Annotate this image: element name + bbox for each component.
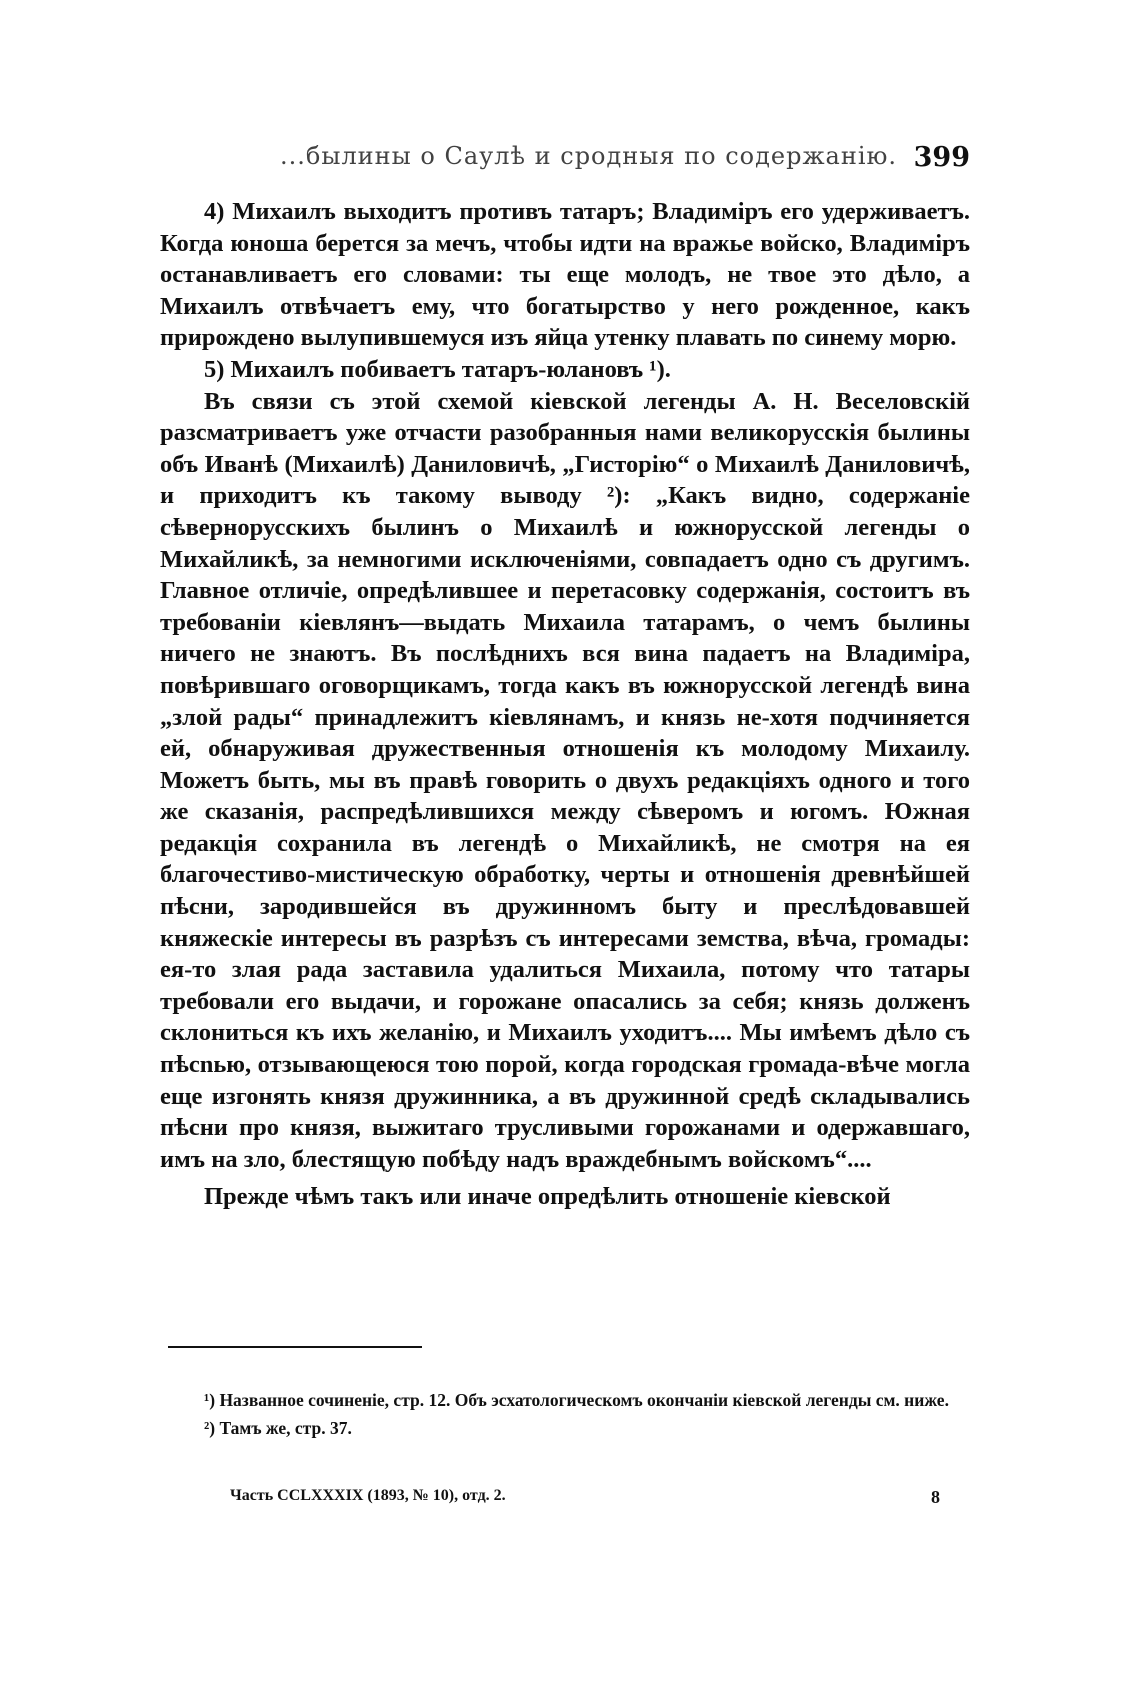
footnote-divider [168,1346,422,1348]
paragraph-item-4: 4) Михаилъ выходитъ противъ татаръ; Владиміръ его удерживаетъ. Когда юноша берется за мечъ, чтобы идти на вражье войско, Владиміръ останавливаетъ его словами: ты еще молодъ, не твое это дѣло, а Михаилъ отвѣчаетъ ему, что богатырство у него рожденное, какъ прирождено вылупившемуся изъ яйца утенку плавать по синему морю. [160,198,970,352]
footnote-1: ¹) Названное сочиненіе, стр. 12. Объ эсхатологическомъ окончаніи кіевской легенды см. ниже. [204,1390,949,1410]
signature-mark: 8 [931,1487,940,1507]
paragraph-continuation: Прежде чѣмъ такъ или иначе опредѣлить отношеніе кіевской [204,1183,891,1211]
page-footer [230,1487,970,1513]
running-head [160,142,980,176]
paragraph-veselovsky: Въ связи съ этой схемой кіевской легенды А. Н. Веселовскій разсматриваетъ уже отчасти разобранныя нами великорусскія былины объ Иванѣ (Михаилѣ) Даниловичѣ, „Гисторію“ о Михаилѣ Даниловичѣ, и приходитъ къ такому выводу ²): „Какъ видно, содержаніе сѣвернорусскихъ былинъ о Михаилѣ и южнорусской легенды о Михайликѣ, за немногими исключеніями, совпадаетъ одно съ другимъ. Главное отличіе, опредѣлившее и перетасовку содержанія, состоитъ въ требованіи кіевлянъ—выдать Михаила татарамъ, о чемъ былины ничего не знаютъ. Въ послѣднихъ вся вина падаетъ на Владиміра, повѣрившаго оговорщикамъ, тогда какъ въ южнорусской легендѣ вина „злой рады“ принадлежитъ кіевлянамъ, и князь не-хотя подчиняется ей, обнаруживая дружественныя отношенія къ молодому Михаилу. Можетъ быть, мы въ правѣ говорить о двухъ редакціяхъ одного и того же сказанія, распредѣлившихся между сѣверомъ и югомъ. Южная редакція сохранила въ легендѣ о Михайликѣ, не смотря на ея благочестиво-мистическую обработку, черты и отношенія древнѣйшей пѣсни, зародившейся въ дружинномъ быту и преслѣдовавшей княжескіе интересы въ разрѣзъ съ интересами земства, вѣча, громады: ея-то злая рада заставила удалиться Михаила, потому что татары требовали его выдачи, и горожане опасались за себя; князь долженъ склониться къ ихъ желанію, и Михаилъ уходитъ.... Мы имѣемъ дѣло съ пѣсnью, отзывающеюся тою порой, когда городская громада-вѣче могла еще изгонять князя дружинника, а въ дружинной средѣ складывались пѣсни про князя, выжитаго трусливыми горожанами и одержавшаго, имъ на зло, блестящую побѣду надъ враждебнымъ войскомъ“.... [160,387,970,1173]
footnote-2: ²) Тамъ же, стр. 37. [204,1418,352,1438]
paragraph-item-5: 5) Михаилъ побиваетъ татаръ-юлановъ ¹). [204,355,671,383]
running-title: ...былины о Саулѣ и сродныя по содержанію. [280,142,898,170]
body-text [160,196,970,1213]
journal-line: Часть CCLXXXIX (1893, № 10), отд. 2. [230,1487,506,1504]
footnotes [160,1386,970,1442]
page-number: 399 [913,142,970,173]
